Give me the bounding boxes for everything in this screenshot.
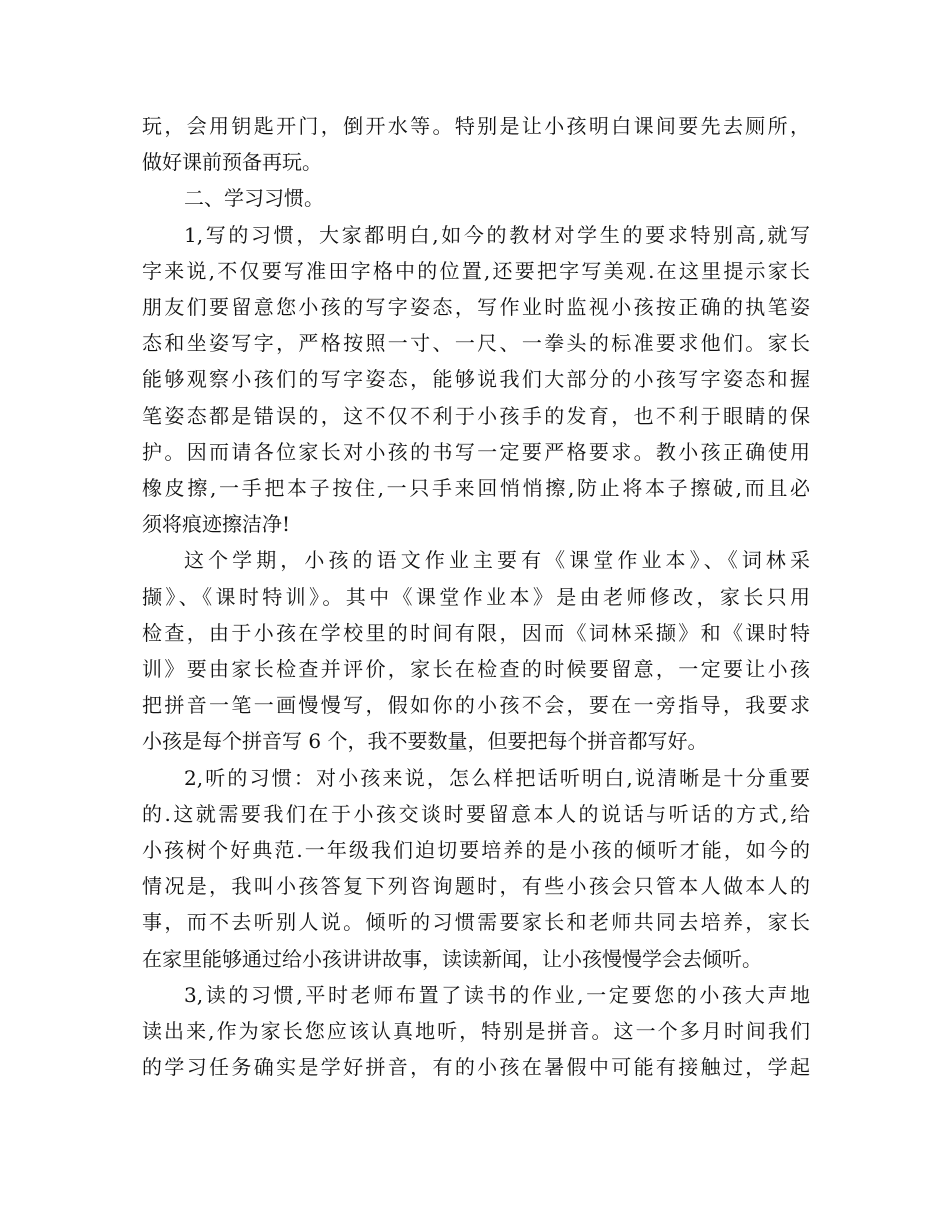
text-line: 玩，会用钥匙开门，倒开水等。特别是让小孩明白课间要先去厕所， <box>142 114 810 138</box>
text-line: 检查，由于小孩在学校里的时间有限，因而《词林采撷》和《课时特 <box>142 620 810 645</box>
text-line: 这个学期，小孩的语文作业主要有《课堂作业本》、《词林采 <box>184 548 810 573</box>
text-line: 态和坐姿写字，严格按照一寸、一尺、一拳头的标准要求他们。家长 <box>142 331 810 356</box>
text-line: 2,听的习惯：对小孩来说，怎么样把话听明白,说清晰是十分重要 <box>184 765 810 790</box>
text-line: 的.这就需要我们在于小孩交谈时要留意本人的说话与听话的方式,给 <box>142 801 810 826</box>
section-heading: 二、学习习惯。 <box>184 186 324 211</box>
text-line: 读出来,作为家长您应该认真地听，特别是拼音。这一个多月时间我们 <box>142 1019 810 1044</box>
text-line: 朋友们要留意您小孩的写字姿态，写作业时监视小孩按正确的执笔姿 <box>142 295 810 320</box>
text-line: 小孩是每个拼音写 6 个，我不要数量，但要把每个拼音都写好。 <box>142 729 708 754</box>
text-line: 训》要由家长检查并评价，家长在检查的时候要留意，一定要让小孩 <box>142 657 810 682</box>
text-line: 护。因而请各位家长对小孩的书写一定要严格要求。教小孩正确使用 <box>142 439 810 464</box>
text-line: 事，而不去听别人说。倾听的习惯需要家长和老师共同去培养，家长 <box>142 910 810 935</box>
text-line: 笔姿态都是错误的，这不仅不利于小孩手的发育，也不利于眼睛的保 <box>142 403 810 428</box>
text-line: 橡皮擦,一手把本子按住,一只手来回悄悄擦,防止将本子擦破,而且必 <box>142 476 810 501</box>
text-line: 小孩树个好典范.一年级我们迫切要培养的是小孩的倾听才能，如今的 <box>142 838 810 863</box>
text-line: 在家里能够通过给小孩讲讲故事，读读新闻，让小孩慢慢学会去倾听。 <box>142 946 762 971</box>
text-line: 1,写的习惯，大家都明白,如今的教材对学生的要求特别高,就写 <box>184 222 810 247</box>
text-line: 能够观察小孩们的写字姿态，能够说我们大部分的小孩写字姿态和握 <box>142 367 810 392</box>
text-line: 3,读的习惯,平时老师布置了读书的作业,一定要您的小孩大声地 <box>184 982 810 1007</box>
text-line: 做好课前预备再玩。 <box>142 150 322 175</box>
text-line: 须将痕迹擦洁净! <box>142 512 291 537</box>
text-line: 情况是，我叫小孩答复下列咨询题时，有些小孩会只管本人做本人的 <box>142 874 810 899</box>
text-line: 把拼音一笔一画慢慢写，假如你的小孩不会，要在一旁指导，我要求 <box>142 693 810 718</box>
document-body <box>142 108 810 1085</box>
text-line: 字来说,不仅要写准田字格中的位置,还要把字写美观.在这里提示家长 <box>142 258 810 283</box>
text-line: 撷》、《课时特训》。其中《课堂作业本》是由老师修改，家长只用 <box>142 584 810 609</box>
text-line: 的学习任务确实是学好拼音，有的小孩在暑假中可能有接触过，学起 <box>142 1055 810 1080</box>
